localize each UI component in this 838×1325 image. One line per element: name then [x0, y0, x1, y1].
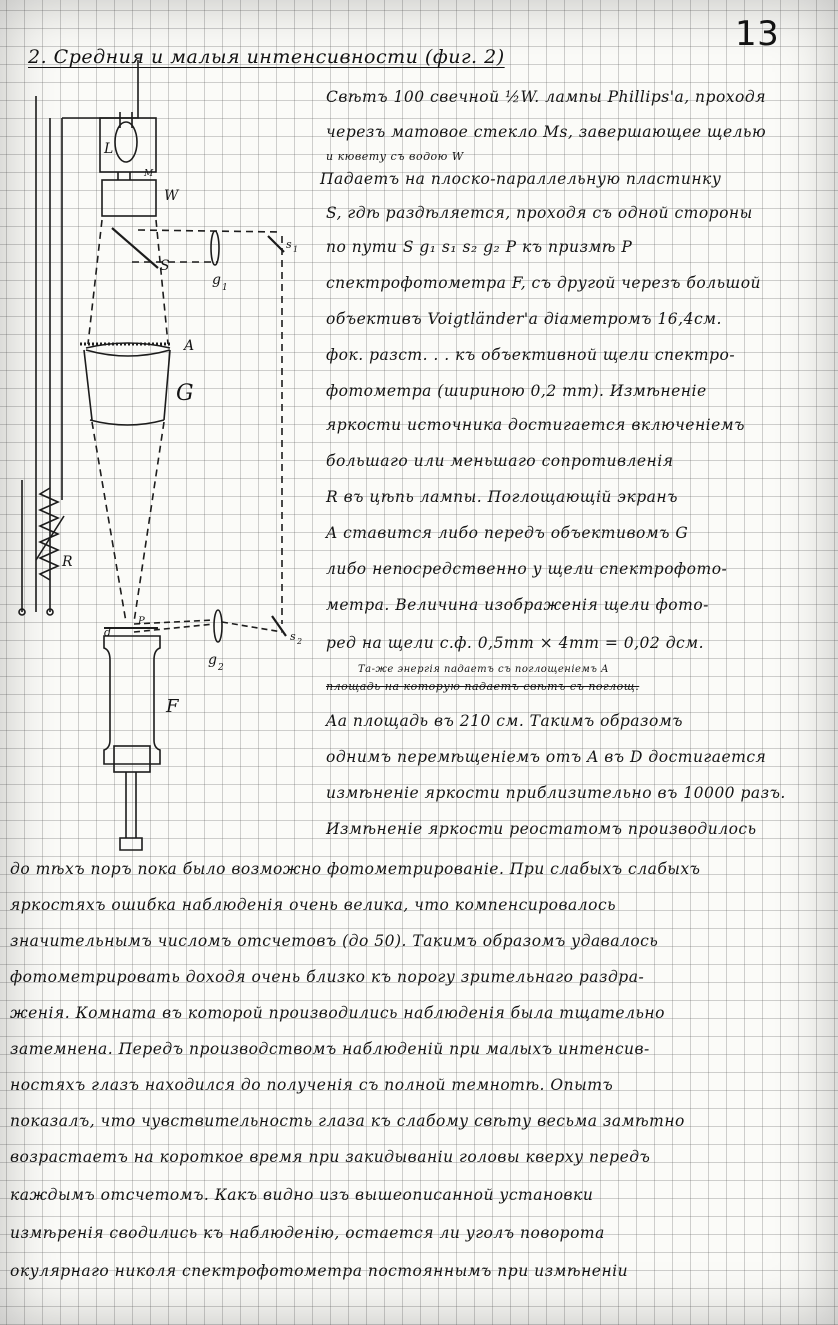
text-line: метра. Величина изображенія щели фото-: [326, 596, 709, 614]
label-g2-sub: 2: [218, 663, 224, 673]
section-heading: 2. Средния и малыя интенсивности (фиг. 2): [28, 46, 505, 68]
circuit-wires: [36, 60, 138, 612]
text-line: R въ цѣпь лампы. Поглощающій экранъ: [326, 488, 678, 506]
text-line: однимъ перемѣщеніемъ отъ A въ D достигается: [326, 748, 767, 766]
water-cuvette: [102, 180, 156, 216]
label-m: M: [144, 169, 154, 179]
label-g2: g: [208, 652, 217, 668]
label-s2: s: [290, 630, 296, 643]
text-line: и кювету съ водою W: [326, 150, 464, 163]
label-g1-sub: 1: [222, 283, 228, 293]
label-f: F: [166, 696, 179, 717]
text-line: затемнена. Передъ производствомъ наблюденій при малыхъ интенсив-: [10, 1040, 650, 1058]
label-s1: s: [286, 238, 292, 251]
label-r: R: [62, 554, 73, 570]
text-line: объективъ Voigtländer'а діаметромъ 16,4см.: [326, 310, 722, 328]
text-line: яркости источника достигается включеніемъ: [326, 416, 745, 434]
text-line: S, гдѣ раздѣляется, проходя съ одной стороны: [326, 204, 753, 222]
text-line: ностяхъ глазъ находился до полученія съ полной темнотѣ. Опытъ: [10, 1076, 614, 1094]
text-line: измѣренія сводились къ наблюденію, остается ли уголъ поворота: [10, 1224, 605, 1242]
text-line: Измѣненіе яркости реостатомъ производилось: [326, 820, 757, 838]
label-d: d: [104, 626, 112, 639]
label-w: W: [164, 188, 179, 204]
apparatus-diagram: [0, 0, 303, 880]
label-s1-sub: 1: [293, 245, 299, 254]
label-g1: g: [212, 272, 221, 288]
label-p: P: [138, 616, 145, 627]
text-line: значительнымъ числомъ отсчетовъ (до 50). Такимъ образомъ удавалось: [10, 932, 659, 950]
mirror-s2: [272, 616, 286, 636]
text-line: Свѣтъ 100 свечной ½W. лампы Phillips'а, проходя: [326, 88, 766, 106]
text-line: до тѣхъ поръ пока было возможно фотометрированіе. При слабыхъ слабыхъ: [10, 860, 701, 878]
lamp-bulb: [115, 122, 137, 162]
label-a: A: [184, 338, 195, 354]
struck-text-line: площадь на которую падаетъ свѣтъ съ поглощ.: [326, 680, 640, 693]
text-line: спектрофотометра F, съ другой черезъ большой: [326, 274, 762, 292]
text-line: черезъ матовое стекло Мs, завершающее щелью: [326, 123, 767, 141]
text-line: возрастаетъ на короткое время при закидываніи головы кверху передъ: [10, 1148, 651, 1166]
lens-g2: [214, 610, 222, 642]
text-line: либо непосредственно у щели спектрофото-: [326, 560, 728, 578]
text-line: фотометра (шириною 0,2 mm). Измѣненіе: [326, 382, 707, 400]
text-line: Та-же энергія падаетъ съ поглощеніемъ A: [358, 664, 609, 675]
text-line: фок. разст. . . къ объективной щели спектро-: [326, 346, 736, 364]
lens-g1: [211, 231, 219, 265]
text-line: ред на щели с.ф. 0,5mm × 4mm = 0,02 дсм.: [326, 634, 704, 652]
text-line: яркостяхъ ошибка наблюденія очень велика, что компенсировалось: [10, 896, 617, 914]
label-s: S: [160, 258, 170, 274]
text-line: показалъ, что чувствительность глаза къ слабому свѣту весьма замѣтно: [10, 1112, 685, 1130]
text-line: большаго или меньшаго сопротивленія: [326, 452, 674, 470]
label-g: G: [176, 381, 194, 406]
text-line: измѣненіе яркости приблизительно въ 10000 разъ.: [326, 784, 786, 802]
text-line: каждымъ отсчетомъ. Какъ видно изъ вышеописанной установки: [10, 1186, 594, 1204]
resistor-r: [40, 488, 58, 580]
text-line: по пути S g₁ s₁ s₂ g₂ P къ призмѣ P: [326, 238, 633, 256]
text-line: фотометрировать доходя очень близко къ порогу зрительнаго раздра-: [10, 968, 645, 986]
text-line: A ставится либо передъ объективомъ G: [326, 524, 689, 542]
label-l: L: [104, 141, 114, 157]
text-line: окулярнаго николя спектрофотометра постояннымъ при измѣненіи: [10, 1262, 629, 1280]
text-line: женія. Комната въ которой производились наблюденія была тщательно: [10, 1004, 665, 1022]
text-line: Падаетъ на плоско-параллельную пластинку: [320, 170, 722, 188]
spectrophotometer-f: [104, 636, 160, 764]
text-line: Aa площадь въ 210 см. Такимъ образомъ: [326, 712, 684, 730]
label-s2-sub: 2: [297, 637, 303, 646]
page-number: 13: [735, 14, 780, 54]
